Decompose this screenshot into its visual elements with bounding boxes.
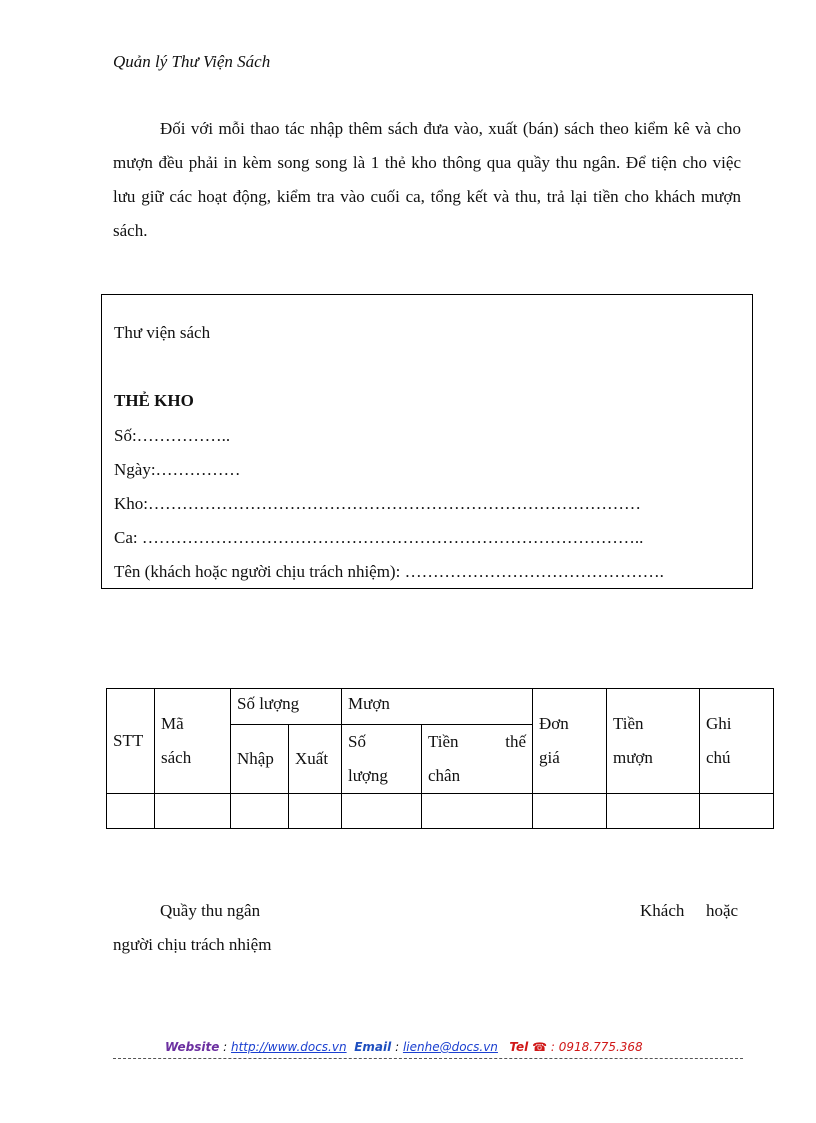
header-ma-sach (155, 689, 231, 794)
table-cell (700, 794, 774, 829)
header-xuat: Xuất (289, 725, 342, 794)
table-cell (107, 794, 155, 829)
header-tien-the-chan-word3: chân (428, 766, 461, 785)
table-cell (342, 794, 422, 829)
table-cell (533, 794, 607, 829)
footer-website-link[interactable]: http://www.docs.vn (231, 1040, 347, 1054)
ledger-table (106, 688, 774, 829)
document-header-title: Quản lý Thư Viện Sách (113, 52, 271, 71)
card-date-field: Ngày:…………… (114, 460, 241, 479)
table-cell (422, 794, 533, 829)
footer-divider (113, 1058, 743, 1059)
card-title: THẺ KHO (114, 391, 194, 410)
card-number-field: Số:…………….. (114, 426, 231, 445)
signature-customer-word2: hoặc (706, 901, 739, 920)
footer-tel-number: 0918.775.368 (558, 1040, 643, 1054)
footer-email-label: Email (354, 1040, 392, 1054)
header-stt: STT (107, 689, 155, 794)
table-row (107, 794, 774, 829)
signature-customer-word1: Khách (640, 901, 685, 920)
phone-icon: ☎ (532, 1040, 548, 1054)
header-don-gia-line1: Đơn (539, 714, 569, 733)
header-tien-the-chan (422, 725, 533, 794)
header-tien-muon-line2: mượn (613, 748, 653, 767)
header-tien-muon-line1: Tiền (613, 714, 644, 733)
header-ma-sach-line1: Mã (161, 714, 184, 733)
card-shift-field: Ca: …………………………………………………………………………….. (114, 528, 644, 547)
footer-website-label: Website (165, 1040, 220, 1054)
footer-email-link[interactable]: lienhe@docs.vn (402, 1040, 498, 1054)
header-so-luong: Số lượng (231, 689, 342, 725)
footer-tel-label: Tel (509, 1040, 529, 1054)
table-header-row-1 (107, 689, 774, 725)
header-muon-so-luong-line2: lượng (348, 766, 388, 785)
header-ma-sach-line2: sách (161, 748, 192, 767)
intro-paragraph (113, 112, 741, 248)
header-ghi-chu-line2: chú (706, 748, 731, 767)
stock-card-box (101, 294, 753, 589)
header-muon-so-luong (342, 725, 422, 794)
intro-text: Đối với mỗi thao tác nhập thêm sách đưa vào, xuất (bán) sách theo kiểm kê và cho mượn đều phải in kèm song song là 1 thẻ kho thông qua quầy thu ngân. Để tiện cho việc lưu giữ các hoạt động, kiểm tra vào cuối ca, tổng kết và thu, trả lại tiền cho khách mượn sách. (113, 119, 741, 240)
signature-cashier: Quầy thu ngân (160, 901, 261, 920)
card-library-name: Thư viện sách (114, 323, 211, 342)
card-warehouse-field: Kho:…………………………………………………………………………… (114, 494, 641, 513)
header-muon: Mượn (342, 689, 533, 725)
header-tien-muon (607, 689, 700, 794)
header-muon-so-luong-line1: Số (348, 732, 366, 751)
header-tien-the-chan-word1: Tiền (428, 732, 459, 751)
header-ghi-chu-line1: Ghi (706, 714, 732, 733)
header-don-gia-line2: giá (539, 748, 560, 767)
header-ghi-chu (700, 689, 774, 794)
card-responsible-field: Tên (khách hoặc người chịu trách nhiệm): ………………………………………. (114, 562, 664, 581)
table-cell (289, 794, 342, 829)
header-tien-the-chan-word2: thế (505, 732, 526, 751)
table-cell (155, 794, 231, 829)
table-cell (231, 794, 289, 829)
table-cell (607, 794, 700, 829)
signature-customer-line2: người chịu trách nhiệm (113, 935, 272, 954)
header-nhap: Nhập (231, 725, 289, 794)
page-footer: Website : http://www.docs.vn Email : lienhe@docs.vn Tel ☎ : 0918.775.368 (165, 1040, 643, 1054)
header-don-gia (533, 689, 607, 794)
